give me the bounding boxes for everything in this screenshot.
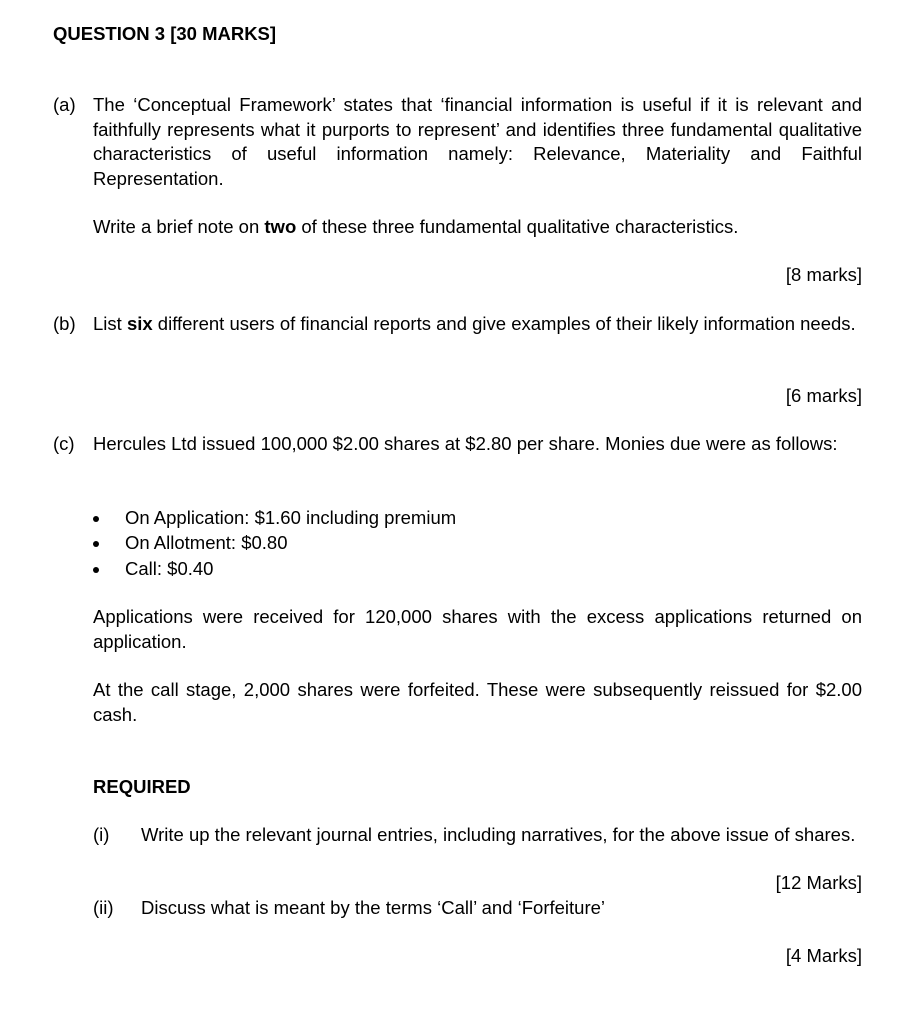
bullet-icon <box>93 516 99 522</box>
part-b-label: (b) <box>53 313 76 334</box>
sub-ii-text: Discuss what is meant by the terms ‘Call’ and ‘Forfeiture’ <box>141 897 606 918</box>
sub-ii-label: (ii) <box>93 897 114 918</box>
text: of these three fundamental qualitative characteristics. <box>296 216 739 237</box>
emphasis: two <box>264 216 297 237</box>
text: List <box>93 313 127 334</box>
call-paragraph: At the call stage, 2,000 shares were forfeited. These were subsequently reissued for $2.00 cash. <box>93 679 862 725</box>
question-title: QUESTION 3 [30 MARKS] <box>53 23 277 44</box>
part-a-paragraph: The ‘Conceptual Framework’ states that ‘financial information is useful if it is relevant and faithfully represents what it purports to represent’ and identifies three fundamental qualitative characteristics of useful information namely: Relevance, Materiality and Faithful Representation. <box>93 94 862 189</box>
applications-paragraph: Applications were received for 120,000 shares with the excess applications returned on application. <box>93 606 862 652</box>
part-b-paragraph <box>93 312 862 337</box>
part-c-intro: Hercules Ltd issued 100,000 $2.00 shares at $2.80 per share. Monies due were as follows: <box>93 433 838 454</box>
bullet-text: Call: $0.40 <box>125 558 214 579</box>
emphasis: six <box>126 313 153 334</box>
sub-i-label: (i) <box>93 824 110 845</box>
text: different users of financial reports and give examples of their likely information needs. <box>152 313 856 334</box>
bullet-text: On Application: $1.60 including premium <box>125 507 457 528</box>
sub-ii-marks: [4 Marks] <box>785 945 862 966</box>
bullet-icon <box>93 541 99 547</box>
sub-i-text: Write up the relevant journal entries, including narratives, for the above issue of shares. <box>141 824 856 845</box>
part-c-label: (c) <box>53 433 75 454</box>
text: Write a brief note on <box>93 216 265 237</box>
sub-i-marks: [12 Marks] <box>775 872 862 893</box>
bullet-text: On Allotment: $0.80 <box>125 532 288 553</box>
required-heading: REQUIRED <box>93 776 191 797</box>
part-a-instruction <box>93 215 862 240</box>
part-b-marks: [6 marks] <box>785 385 862 406</box>
part-a-label: (a) <box>53 94 76 115</box>
bullet-icon <box>93 567 99 573</box>
part-a-marks: [8 marks] <box>785 264 862 285</box>
